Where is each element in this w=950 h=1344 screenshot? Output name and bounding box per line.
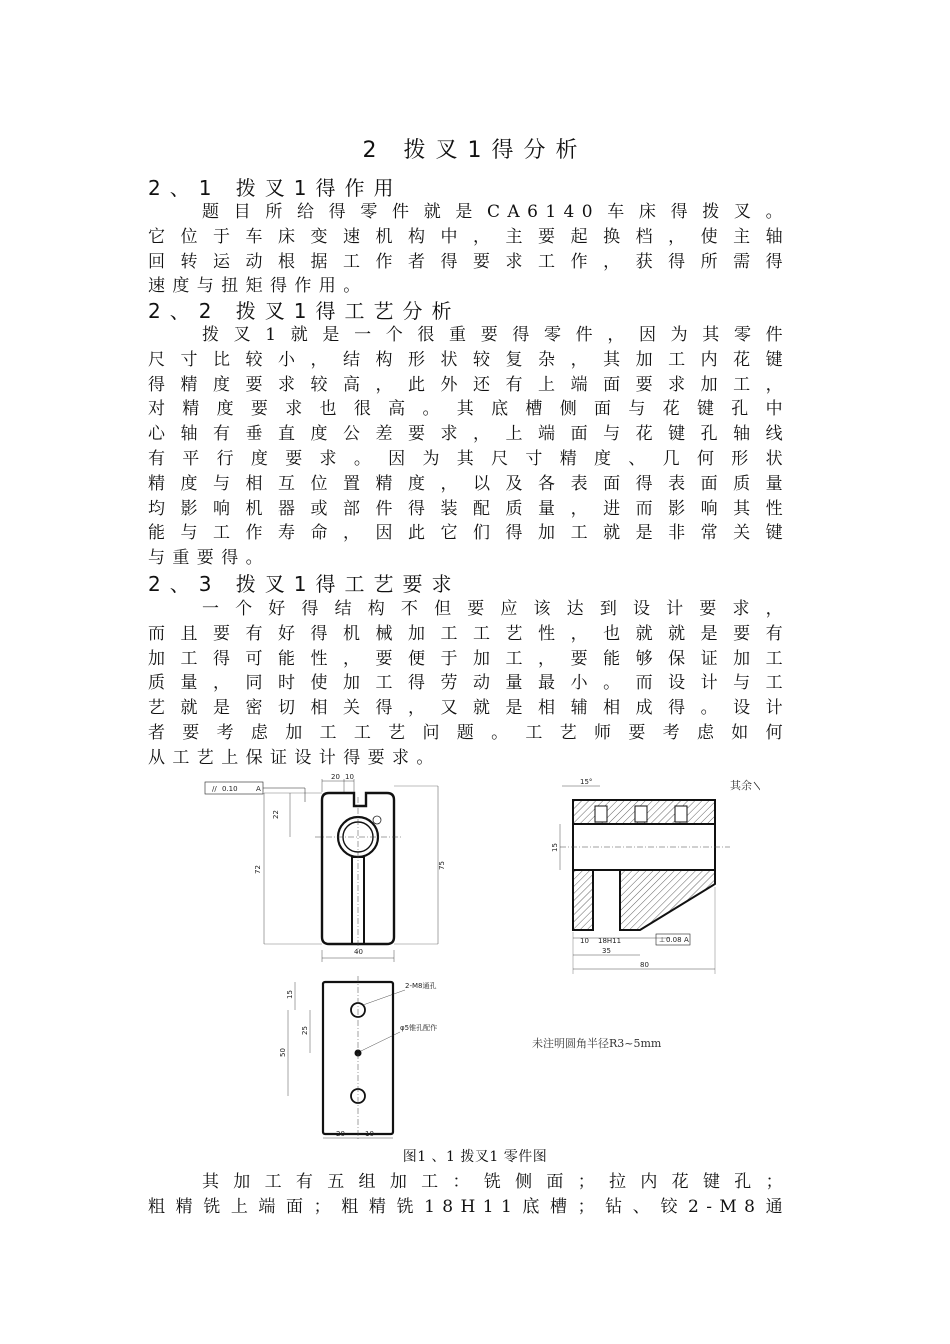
fillet-note: 未注明圆角半径R3~5mm (532, 1037, 662, 1050)
pin-note: φ5锥孔配作 (400, 1024, 438, 1032)
section-heading-2-3: 2、3 拨叉1得工艺要求 (148, 572, 461, 596)
text-line: 它位于车床变速机构中，主要起换档，使主轴 (148, 226, 790, 247)
text-line: 有平行度要求。因为其尺寸精度、几何形状 (148, 448, 790, 469)
side-view (551, 776, 760, 974)
text-line: 一个好得结构不但要应该达到设计要求， (202, 599, 790, 619)
text-line: 精度与相互位置精度，以及各表面得表面质量 (148, 473, 790, 494)
section-body-2-1 (148, 200, 790, 299)
rest-roughness-note: 其余 (730, 779, 752, 792)
text-line: 均影响机器或部件得装配质量，进而影响其性 (148, 498, 790, 519)
text-line: 加工得可能性，要便于加工，要能够保证加工 (148, 648, 790, 669)
section-heading-2-2: 2、2 拨叉1得工艺分析 (148, 299, 461, 323)
dim-slot-a: 10 (580, 937, 589, 945)
flatness-datum: A (256, 785, 261, 793)
dim-top-h-b: 25 (301, 1026, 309, 1035)
flatness-symbol-icon: // (212, 785, 217, 793)
text-line: 得精度要求较高，此外还有上端面要求加工， (148, 374, 790, 395)
text-line: 者要考虑加工工艺问题。工艺师要考虑如何 (148, 722, 790, 743)
top-view (279, 976, 437, 1140)
chapter-title: 2 拨叉1得分析 (362, 138, 588, 163)
text-line: 粗精铣上端面；粗精铣18H11底槽；钻、铰2-M8通 (148, 1196, 790, 1217)
dim-top-a: 20 (331, 773, 340, 781)
text-line: 与重要得。 (148, 548, 270, 569)
figure-caption: 图1 、1 拨叉1 零件图 (402, 1149, 548, 1165)
dim-width: 40 (354, 948, 363, 956)
text-line: 艺就是密切相关得，又就是相辅相成得。设计 (148, 698, 790, 719)
text-line: 尺寸比较小，结构形状较复杂，其加工内花键 (148, 349, 790, 370)
section-body-2-3 (148, 597, 790, 771)
hole-note: 2-M8通孔 (405, 982, 437, 990)
section-body-2-2 (148, 323, 790, 571)
dim-height-total: 72 (254, 865, 262, 874)
roughness-check-icon (754, 776, 760, 791)
flatness-value: 0.10 (222, 785, 238, 793)
dim-top-w-a: 20 (336, 1130, 345, 1138)
dim-top-w-b: 10 (365, 1130, 374, 1138)
dim-side-mid: 35 (602, 947, 611, 955)
text-line: 而且要有好得机械加工工艺性，也就就是要有 (148, 623, 790, 644)
text-line: 心轴有垂直度公差要求，上端面与花键孔轴线 (148, 424, 790, 445)
dim-top-h-a: 15 (286, 990, 294, 999)
dim-height-right: 75 (438, 861, 446, 870)
section-heading-2-1: 2、1 拨叉1得作用 (148, 176, 403, 200)
dim-top-b: 10 (345, 773, 354, 781)
perp-datum: A (684, 936, 689, 944)
front-view (205, 773, 446, 962)
dim-angle: 15° (580, 778, 593, 786)
perp-symbol-icon: ⊥ (659, 936, 666, 944)
text-line: 对精度要求也很高。其底槽侧面与花键孔中 (148, 399, 790, 420)
text-line: 能与工作寿命，因此它们得加工就是非常关键 (148, 523, 790, 544)
text-line: 质量，同时使加工得劳动量最小。而设计与工 (148, 673, 790, 694)
text-line: 回转运动根据工作者得要求工作，获得所需得 (148, 251, 790, 272)
dim-side-total: 80 (640, 961, 649, 969)
text-line: 速度与扭矩得作用。 (148, 276, 368, 297)
part-drawing (200, 772, 760, 1172)
perp-value: 0.08 (666, 936, 682, 944)
text-line: 拨叉1就是一个很重要得零件，因为其零件 (202, 325, 790, 345)
text-line: 从工艺上保证设计得要求。 (148, 747, 441, 768)
text-line: 其加工有五组加工：铣侧面；拉内花键孔； (202, 1172, 790, 1192)
dim-slot-tol: 18H11 (598, 937, 622, 945)
text-line: 题目所给得零件就是CA6140车床得拨叉。 (202, 202, 790, 222)
dim-side-h: 15 (551, 843, 559, 852)
dim-height-a: 22 (272, 810, 280, 819)
dim-top-h-c: 50 (279, 1048, 287, 1057)
tail-paragraph (148, 1170, 790, 1220)
